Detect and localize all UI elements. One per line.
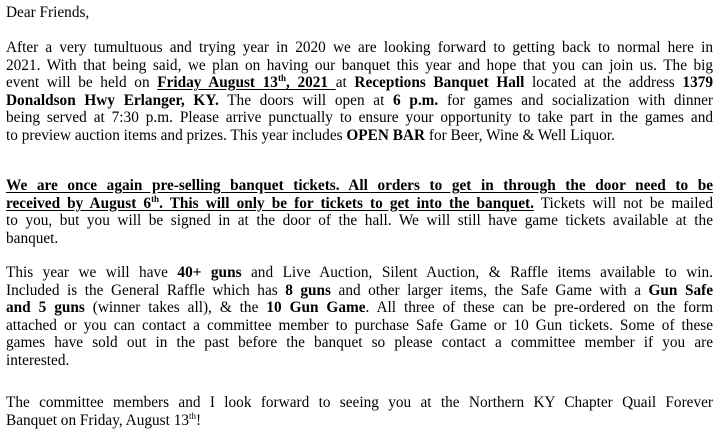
p3-preorder: . All three of these can be pre-ordered on the form: [365, 299, 713, 316]
p3-safe-game: and other larger items, the Safe Game with a: [331, 281, 649, 299]
p1-line-3: [6, 74, 713, 92]
event-date-text: Friday August 13: [157, 74, 278, 91]
presale-notice-1: We are once again pre-selling banquet tickets. All orders to get in through the door need to be: [6, 177, 713, 194]
venue-name: Receptions Banquet Hall: [354, 74, 525, 91]
p2-line-2: [6, 195, 713, 213]
paragraph-event-details: [6, 39, 713, 144]
presale-scope: . This will only be for tickets to get into the banquet.: [159, 194, 534, 212]
p1-line-2: 2021. With that being said, we plan on having our banquet this year and hope that you can join us. The big: [6, 56, 713, 74]
p3-line-3: [6, 299, 713, 317]
p1-line-3-text: event will be held on: [6, 74, 158, 91]
presale-notice-2: [6, 195, 534, 212]
p3-line-2: [6, 282, 713, 300]
p1-line-5: being served at 7:30 p.m. Please arrive punctually to ensure your opportunity to take part in the games and: [6, 109, 713, 126]
ten-gun-game: 10 Gun Game: [266, 299, 366, 316]
salutation: [6, 4, 713, 22]
p2-line-4: banquet.: [6, 229, 59, 247]
open-bar: OPEN BAR: [346, 126, 426, 144]
event-date-year: , 2021: [285, 74, 336, 91]
p2-line-1: [6, 177, 713, 195]
p3-line-5: games have sold out in the past before the banquet so please contact a committee member if you are: [6, 334, 713, 351]
p2-line-3: to you, but you will be signed in at the door of the hall. We will still have game tickets available at the: [6, 212, 713, 229]
p4-banquet-date: Banquet on Friday, August 13: [6, 411, 189, 429]
p1-line-6: [6, 127, 713, 145]
p1-bar-items: for Beer, Wine & Well Liquor.: [425, 126, 615, 144]
paragraph-presale: [6, 177, 713, 247]
five-guns: and 5 guns: [6, 299, 85, 316]
address-street: Donaldson Hwy Erlanger, KY.: [6, 91, 219, 109]
event-date-ordinal: th: [277, 73, 286, 83]
p1-doors: The doors will open at: [218, 91, 394, 109]
p1-at: at: [335, 74, 355, 91]
raffle-guns: 8 guns: [285, 281, 332, 299]
paragraph-closing: [6, 394, 713, 429]
p3-line-1: [6, 264, 713, 282]
address-number: 1379: [682, 74, 714, 91]
p4-ordinal: th: [189, 410, 197, 421]
p3-intro: This year we will have: [6, 264, 178, 281]
p4-exclaim: !: [196, 411, 202, 429]
paragraph-prizes: [6, 264, 713, 369]
p3-raffle: Included is the General Raffle which has: [6, 281, 286, 299]
p3-line-4: attached or you can contact a committee member to purchase Safe Game or 10 Gun tickets. Some of these: [6, 316, 713, 334]
doors-time: 6 p.m.: [393, 91, 439, 109]
p1-line-1: After a very tumultuous and trying year in 2020 we are looking forward to getting back to normal here in: [6, 39, 713, 56]
guns-count: 40+ guns: [177, 264, 242, 281]
event-date: [157, 74, 335, 91]
salutation-text: Dear Friends,: [6, 4, 90, 21]
p1-includes: to preview auction items and prizes. This year includes: [6, 126, 347, 144]
p3-auctions: and Live Auction, Silent Auction, & Raffle items available to win.: [241, 264, 713, 281]
p4-line-1: The committee members and I look forward to seeing you at the Northern KY Chapter Quail Forever: [6, 394, 713, 411]
p4-line-2: [6, 412, 713, 430]
gun-safe: Gun Safe: [648, 281, 713, 299]
p3-winner: (winner takes all), & the: [84, 299, 267, 316]
p3-line-6: interested.: [6, 351, 70, 369]
p2-mailed: Tickets will not be mailed: [533, 194, 713, 212]
presale-deadline-ordinal: th: [151, 193, 160, 204]
p1-games: for games and socialization with dinner: [438, 91, 713, 109]
presale-deadline: received by August 6: [6, 194, 152, 212]
p1-line-4: [6, 92, 713, 110]
p1-located: located at the address: [524, 74, 683, 91]
